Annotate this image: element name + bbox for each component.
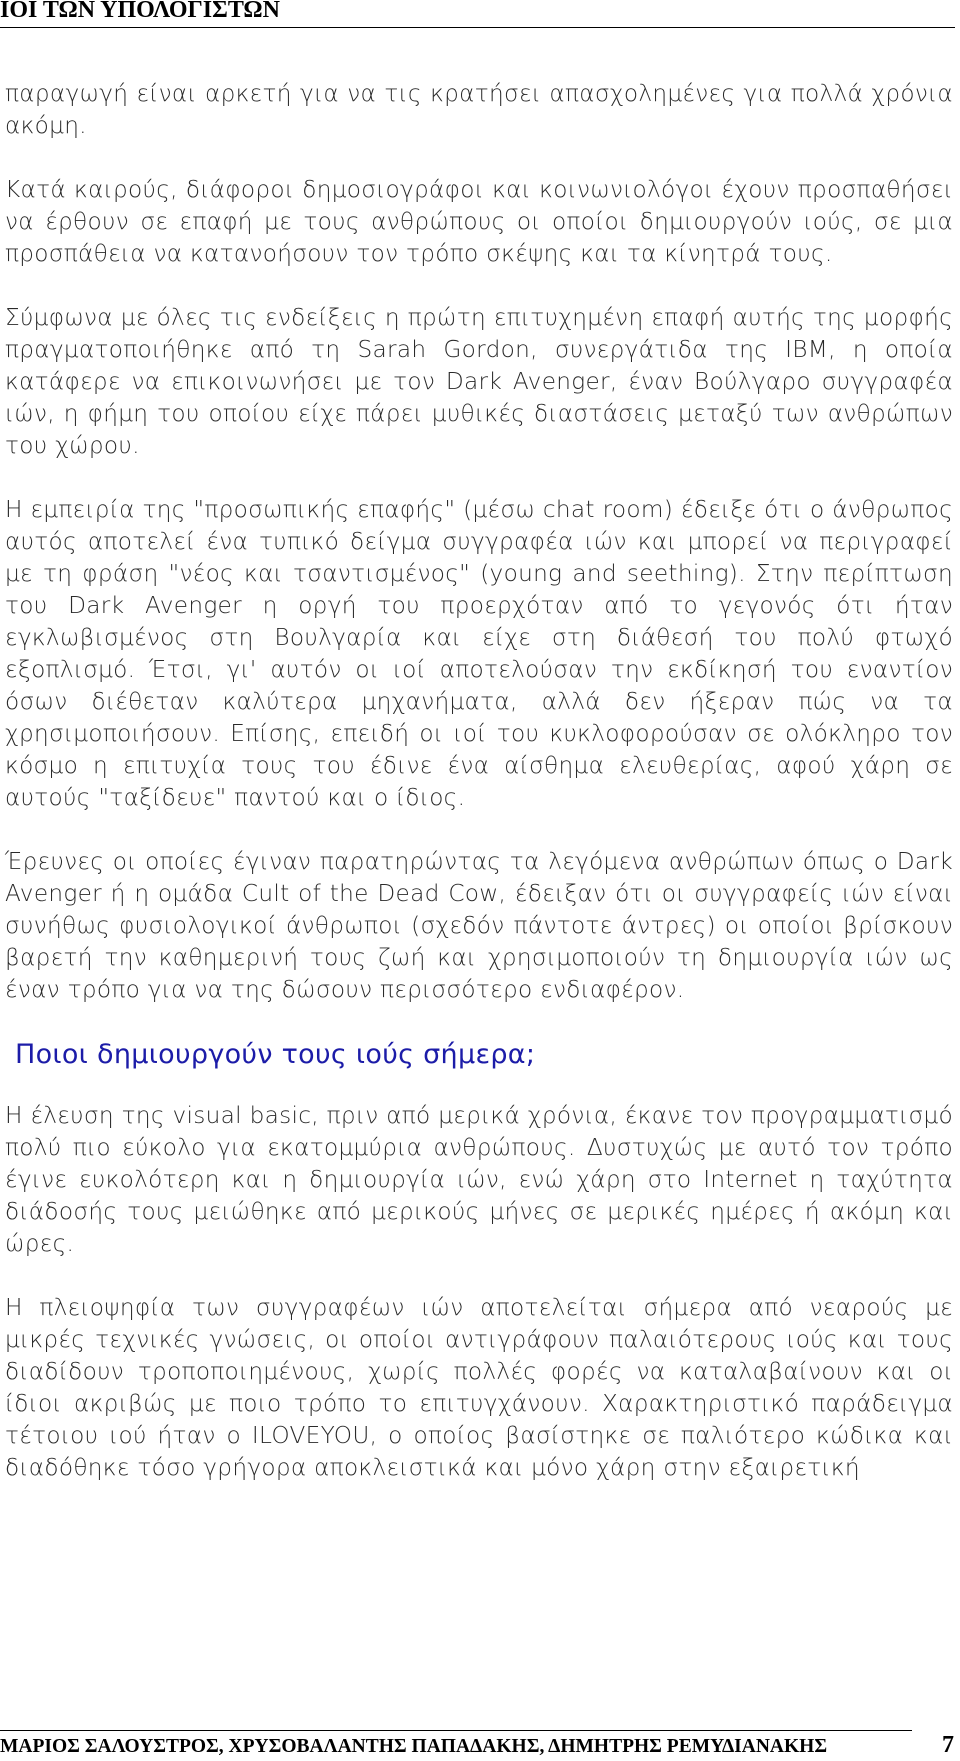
body-paragraph-3: Σύμφωνα με όλες τις ενδείξεις η πρώτη επιτυχημένη επαφή αυτής της μορφής πραγματοποιήθηκε από τη Sarah Gordon, συνεργάτιδα της IBM, η οποία κατάφερε να επικοινωνήσει με τον Dark Avenger, έναν Βούλγαρο συγγραφέα ιών, η φήμη του οποίου είχε πάρει μυθικές διαστάσεις μεταξύ των ανθρώπων του χώρου. xyxy=(5,304,953,459)
page-number: 7 xyxy=(942,1732,954,1758)
body-paragraph-5: Έρευνες οι οποίες έγιναν παρατηρώντας τα λεγόμενα ανθρώπων όπως ο Dark Avenger ή η ομάδα Cult of the Dead Cow, έδειξαν ότι οι συγγραφείς ιών είναι συνήθως φυσιολογικοί άνθρωποι (σχεδόν πάντοτε άντρες) οι οποίοι βρίσκουν βαρετή την καθημερινή τους ζωή και χρησιμοποιούν τη δημιουργία ιών ως έναν τρόπο για να της δώσουν περισσότερο ενδιαφέρον. xyxy=(5,848,953,1003)
body-paragraph-1: παραγωγή είναι αρκετή για να τις κρατήσει απασχολημένες για πολλά χρόνια ακόμη. xyxy=(5,80,953,139)
body-paragraph-7: Η πλειοψηφία των συγγραφέων ιών αποτελείται σήμερα από νεαρούς με μικρές τεχνικές γνώσεις, οι οποίοι αντιγράφουν παλαιότερους ιούς και τους διαδίδουν τροποποιημένους, χωρίς πολλές φορές να καταλαβαίνουν και οι ίδιοι ακριβώς με ποιο τρόπο το επιτυγχάνουν. Χαρακτηριστικό παράδειγμα τέτοιου ιού ήταν ο ILOVEYOU, ο οποίος βασίστηκε σε παλιότερο κώδικα και διαδόθηκε τόσο γρήγορα αποκλειστικά και μόνο χάρη στην εξαιρετική xyxy=(5,1294,953,1481)
body-paragraph-6: Η έλευση της visual basic, πριν από μερικά χρόνια, έκανε τον προγραμματισμό πολύ πιο εύκολο για εκατομμύρια ανθρώπους. Δυστυχώς με αυτό τον τρόπο έγινε ευκολότερη και η δημιουργία ιών, ενώ χάρη στο Internet η ταχύτητα διάδοσής τους μειώθηκε από μερικούς μήνες σε μερικές ημέρες ή ακόμη και ώρες. xyxy=(5,1102,953,1257)
footer-authors: ΜΑΡΙΟΣ ΣΑΛΟΥΣΤΡΟΣ, ΧΡΥΣΟΒΑΛΑΝΤΗΣ ΠΑΠΑΔΑΚΗΣ, ΔΗΜΗΤΡΗΣ ΡΕΜΥΔΙΑΝΑΚΗΣ xyxy=(0,1736,828,1757)
page-body xyxy=(5,78,953,1516)
body-paragraph-2: Κατά καιρούς, διάφοροι δημοσιογράφοι και κοινωνιολόγοι έχουν προσπαθήσει να έρθουν σε επαφή με τους ανθρώπους οι οποίοι δημιουργούν ιούς, σε μια προσπάθεια να κατανοήσουν τον τρόπο σκέψης και τα κίνητρά τους. xyxy=(5,176,953,267)
running-header-title: ΙΟΙ ΤΩΝ ΥΠΟΛΟΓΙΣΤΩΝ xyxy=(0,0,280,23)
section-heading: Ποιοι δημιουργούν τους ιούς σήμερα; xyxy=(15,1039,536,1070)
body-paragraph-4: Η εμπειρία της "προσωπικής επαφής" (μέσω chat room) έδειξε ότι ο άνθρωπος αυτός αποτελεί ένα τυπικό δείγμα συγγραφέα ιών και μπορεί να περιγραφεί με τη φράση "νέος και τσαντισμένος" (young and seething). Στην περίπτωση του Dark Avenger η οργή του προερχόταν από το γεγονός ότι ήταν εγκλωβισμένος στη Βουλγαρία και είχε στη διάθεσή του πολύ φτωχό εξοπλισμό. Έτσι, γι' αυτόν οι ιοί αποτελούσαν την εκδίκησή του εναντίον όσων διέθεταν καλύτερα μηχανήματα, αλλά δεν ήξεραν πώς να τα χρησιμοποιήσουν. Επίσης, επειδή οι ιοί του κυκλοφορούσαν σε ολόκληρο τον κόσμο η επιτυχία τους του έδινε ένα αίσθημα ελευθερίας, αφού χάρη σε αυτούς "ταξίδευε" παντού και ο ίδιος. xyxy=(5,496,953,811)
running-header xyxy=(0,0,955,28)
footer-rule xyxy=(0,1730,912,1731)
